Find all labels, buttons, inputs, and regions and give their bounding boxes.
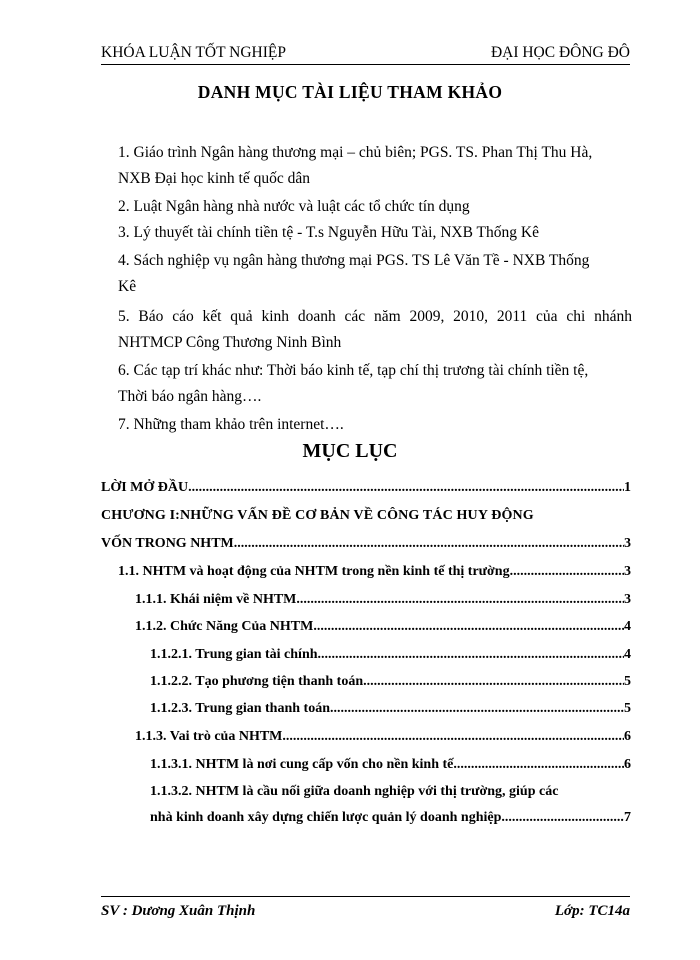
reference-line: NHTMCP Công Thương Ninh Bình [118,334,342,351]
toc-leader [313,617,624,637]
toc-leader [296,590,624,610]
reference-2 [118,194,632,220]
toc-entry[interactable] [150,755,631,775]
toc-page-number: 6 [624,757,631,772]
toc-leader [318,645,624,665]
reference-1 [118,140,632,192]
toc-page-number: 5 [624,674,631,689]
page-footer [101,896,630,921]
toc-entry[interactable] [150,672,631,692]
toc-entry-text: 1.1.2.1. Trung gian tài chính [150,647,318,662]
reference-line: 3. Lý thuyết tài chính tiền tệ - T.s Nguyễn Hữu Tài, NXB Thống Kê [118,224,539,241]
reference-7 [118,412,632,438]
toc-page-number: 3 [624,536,631,551]
toc-leader [453,755,624,775]
reference-line: Kê [118,278,137,295]
toc-entry-text: CHƯƠNG I:NHỮNG VẤN ĐỀ CƠ BẢN VỀ CÔNG TÁC HUY ĐỘNG [101,508,534,523]
header-university: ĐẠI HỌC ĐÔNG ĐÔ [490,44,630,61]
footer-student: SV : Dương Xuân Thịnh [101,903,256,919]
toc-leader [188,478,624,498]
toc-entry-text: 1.1.3. Vai trò của NHTM [135,729,283,744]
footer-class: Lớp: TC14a [554,903,630,919]
toc-page-number: 3 [624,564,631,579]
toc-leader [501,808,624,828]
page-header [101,40,630,65]
reference-line: 4. Sách nghiệp vụ ngân hàng thương mại PGS. TS Lê Văn Tề - NXB Thống [118,252,590,269]
toc-entry[interactable] [135,590,631,610]
reference-line: 1. Giáo trình Ngân hàng thương mại – chủ biên; PGS. TS. Phan Thị Thu Hà, [118,144,593,161]
toc-page-number: 6 [624,729,631,744]
toc-page-number: 7 [624,810,631,825]
toc-page-number: 4 [624,647,631,662]
toc-entry-text: 1.1.2. Chức Năng Của NHTM [135,619,314,634]
toc-entry-text: 1.1.2.3. Trung gian thanh toán [150,701,330,716]
reference-line: 6. Các tạp trí khác như: Thời báo kinh tế, tạp chí thị trương tài chính tiền tệ, [118,362,589,379]
toc-leader [330,699,624,719]
toc-entry-text: 1.1.3.2. NHTM là cầu nối giữa doanh nghiệp với thị trường, giúp các [150,784,559,799]
toc-entry-text-continued: VỐN TRONG NHTM [101,536,234,551]
toc-title: MỤC LỤC [302,440,398,462]
toc-leader [363,672,624,692]
reference-3 [118,220,632,246]
toc-entry-text-continued: nhà kinh doanh xây dựng chiến lược quản lý doanh nghiệp [150,810,502,825]
toc-entry[interactable] [150,699,631,719]
toc-page-number: 3 [624,592,631,607]
toc-leader [234,534,624,554]
references-title: DANH MỤC TÀI LIỆU THAM KHẢO [197,82,503,102]
toc-entry[interactable] [150,782,631,828]
reference-line: Thời báo ngân hàng…. [118,388,262,405]
toc-entry[interactable] [135,617,631,637]
reference-line: 5. Báo cáo kết quả kinh doanh các năm 2009, 2010, 2011 của chi nhánh [118,308,632,325]
toc-entry-text: 1.1.2.2. Tạo phương tiện thanh toán [150,674,364,689]
toc-entry[interactable] [118,562,631,582]
toc-entry[interactable] [101,506,631,554]
reference-6 [118,358,632,410]
header-thesis-label: KHÓA LUẬN TỐT NGHIỆP [101,44,286,61]
toc-entry[interactable] [101,478,631,498]
reference-line: 2. Luật Ngân hàng nhà nước và luật các tổ chức tín dụng [118,198,470,215]
reference-4 [118,248,632,300]
reference-line: NXB Đại học kinh tế quốc dân [118,170,310,187]
reference-line: 7. Những tham khảo trên internet…. [118,416,344,433]
toc-leader [510,562,624,582]
toc-entry-text: 1.1.1. Khái niệm về NHTM [135,592,297,607]
toc-entry-text: 1.1.3.1. NHTM là nơi cung cấp vốn cho nền kinh tế [150,757,454,772]
toc-leader [282,727,624,747]
toc-page-number: 4 [624,619,631,634]
toc-entry-text: 1.1. NHTM và hoạt động của NHTM trong nền kinh tế thị trường [118,564,510,579]
reference-5 [118,304,632,356]
toc-entry[interactable] [135,727,631,747]
toc-page-number: 5 [624,701,631,716]
toc-entry[interactable] [150,645,631,665]
toc-page-number: 1 [624,480,631,495]
toc-entry-text: LỜI MỞ ĐẦU [101,480,189,495]
